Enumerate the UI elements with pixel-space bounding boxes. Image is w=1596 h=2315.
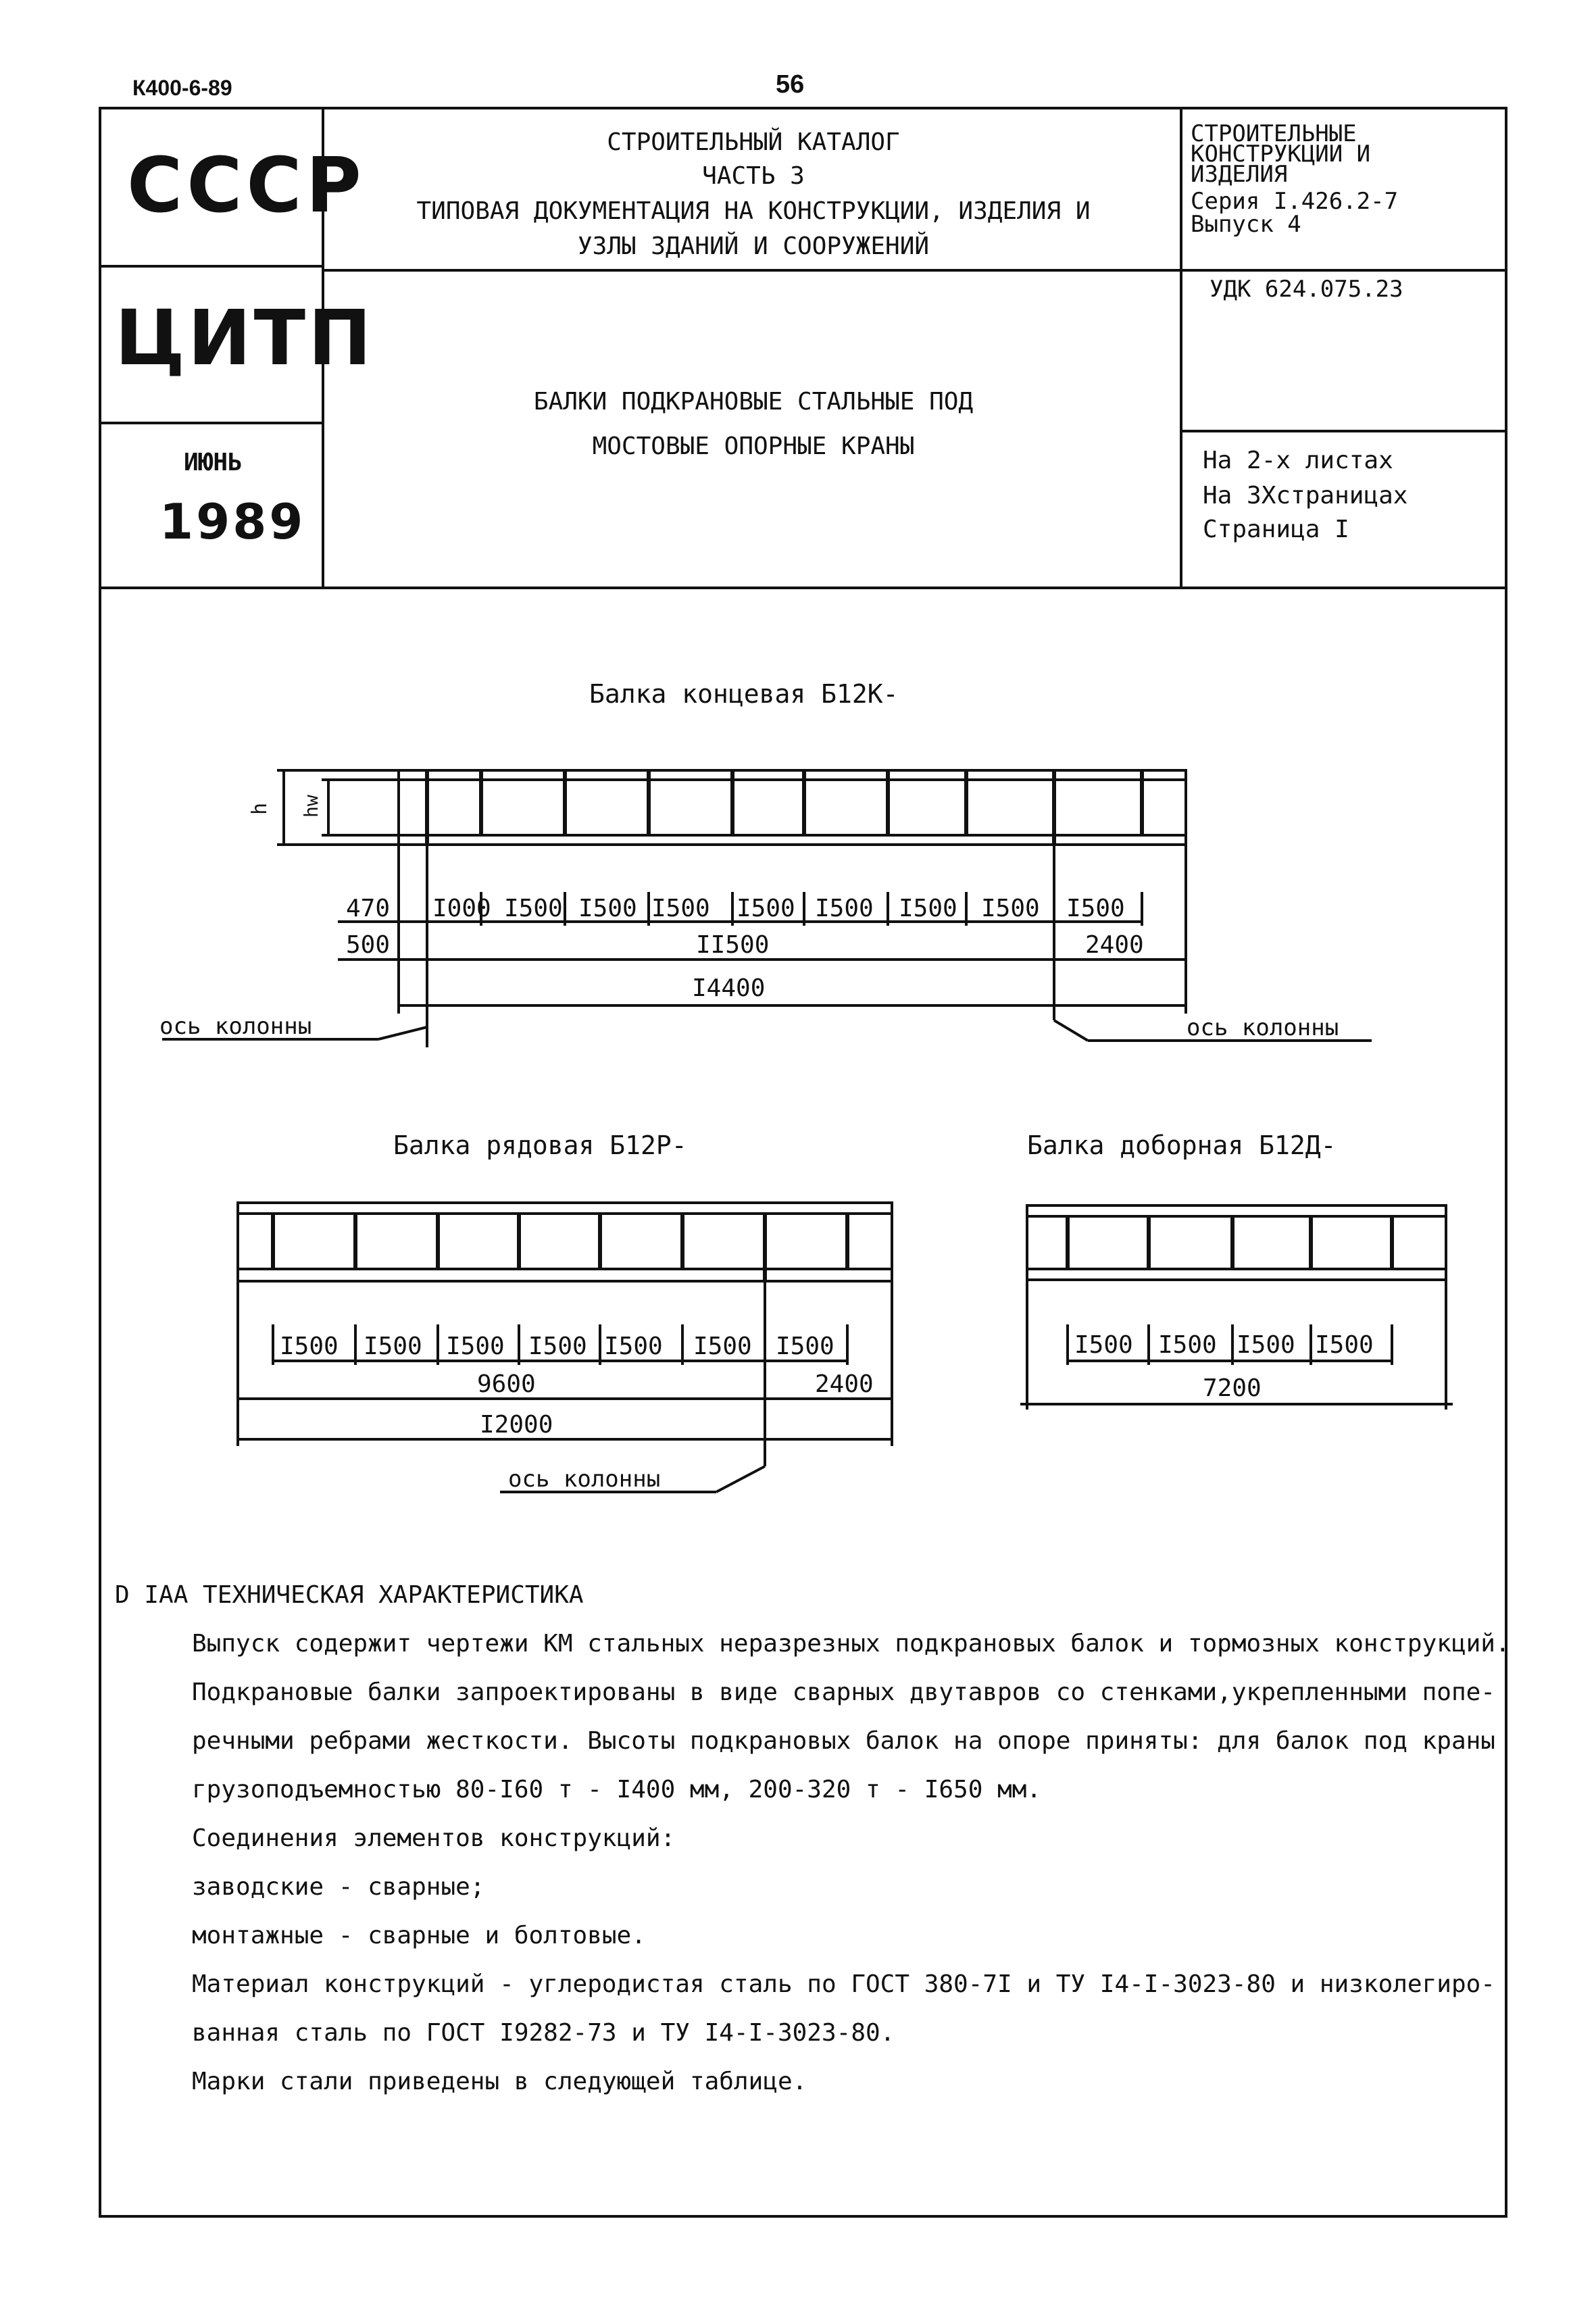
tech-paragraph-4: заводские - сварные; [192, 1873, 485, 1901]
dim-11500: II500 [696, 931, 770, 959]
document-title-line-2: МОСТОВЫЕ ОПОРНЫЕ КРАНЫ [592, 432, 915, 460]
filler-beam-drawing [1000, 1122, 1460, 1419]
dim-1500: I500 [815, 895, 874, 922]
dim-1500: I500 [776, 1333, 834, 1360]
country-label: СССР [127, 142, 366, 230]
tech-paragraph-2a: Подкрановые балки запроектированы в виде сварных двутавров со стенками,укрепленными попе- [192, 1678, 1495, 1706]
dim-2400: 2400 [1085, 931, 1144, 959]
tech-paragraph-7: Марки стали приведены в следующей таблице. [192, 2068, 807, 2095]
tech-paragraph-5: монтажные - сварные и болтовые. [192, 1922, 646, 1949]
udk-label: УДК 624.075.23 [1210, 276, 1403, 303]
end-beam-body [399, 770, 1186, 845]
dim-1500: I500 [504, 895, 563, 922]
axis-label: ось колонны [508, 1466, 661, 1493]
intermediate-beam-drawing [0, 1122, 946, 1500]
catalog-line-3: ТИПОВАЯ ДОКУМЕНТАЦИЯ НА КОНСТРУКЦИИ, ИЗДЕЛИЯ И [416, 197, 1091, 225]
end-beam-title: Балка концевая Б12К- [589, 679, 899, 709]
doc-code: К400-6-89 [132, 76, 232, 100]
dim-1500: I500 [899, 895, 957, 922]
tech-paragraph-1: Выпуск содержит чертежи КМ стальных неразрезных подкрановых балок и тормозных конструкций. [192, 1630, 1510, 1658]
dim-1500: I500 [737, 895, 795, 922]
dim-9600: 9600 [477, 1370, 536, 1398]
dim-470: 470 [346, 895, 391, 922]
dim-1500: I500 [528, 1333, 587, 1360]
dim-1500: I500 [693, 1333, 752, 1360]
tech-paragraph-2b: речными ребрами жесткости. Высоты подкрановых балок на опоре приняты: для балок под краны [192, 1727, 1495, 1755]
right-line-2: КОНСТРУКЦИИ И [1191, 141, 1371, 168]
catalog-line-2: ЧАСТЬ 3 [702, 162, 805, 190]
page-number: 56 [776, 70, 805, 99]
tech-paragraph-6a: Материал конструкций - углеродистая сталь по ГОСТ 380-7I и ТУ I4-I-3023-80 и низколегиро- [192, 1970, 1495, 1998]
tech-paragraph-3: Соединения элементов конструкций: [192, 1824, 676, 1852]
catalog-line-4: УЗЛЫ ЗДАНИЙ И СООРУЖЕНИЙ [577, 232, 930, 260]
dim-1500: I500 [1158, 1331, 1217, 1359]
hw-label: hw [300, 795, 322, 818]
dim-2400: 2400 [815, 1370, 874, 1398]
right-line-3: ИЗДЕЛИЯ [1191, 161, 1288, 188]
dim-1500: I500 [1066, 895, 1125, 922]
tech-heading: D IAA ТЕХНИЧЕСКАЯ ХАРАКТЕРИСТИКА [115, 1581, 584, 1609]
dim-1500: I500 [1315, 1331, 1374, 1359]
dim-500: 500 [346, 931, 391, 959]
dim-1500: I500 [446, 1333, 505, 1360]
dim-1500: I500 [578, 895, 637, 922]
dim-14400: I4400 [692, 974, 766, 1002]
dim-1500: I500 [604, 1333, 663, 1360]
series-label: Серия I.426.2-7 [1191, 188, 1399, 215]
end-beam-drawing [0, 0, 1596, 1149]
dim-1500: I500 [981, 895, 1040, 922]
axis-leader-left-slope [378, 1027, 427, 1039]
intermediate-beam-title: Балка рядовая Б12Р- [393, 1130, 687, 1160]
dim-7200: 7200 [1203, 1374, 1262, 1402]
dim-1500: I500 [1237, 1331, 1295, 1359]
axis-label-left: ось колонны [159, 1013, 312, 1040]
document-title-line-1: БАЛКИ ПОДКРАНОВЫЕ СТАЛЬНЫЕ ПОД [533, 388, 974, 416]
pages-label: На 3Хстраницах [1203, 482, 1408, 509]
month-label: ИЮНЬ [184, 449, 243, 476]
dim-1500: I500 [364, 1333, 422, 1360]
dim-1500: I500 [280, 1333, 339, 1360]
year-label: 1989 [159, 493, 306, 550]
dim-1500: I500 [651, 895, 710, 922]
page-label: Страница I [1203, 516, 1349, 543]
axis-label-right: ось колонны [1187, 1014, 1339, 1041]
dim-1500: I500 [1074, 1331, 1133, 1359]
org-label: ЦИТП [115, 295, 374, 382]
filler-beam-title: Балка доборная Б12Д- [1027, 1130, 1337, 1160]
right-line-1: СТРОИТЕЛЬНЫЕ [1191, 120, 1357, 147]
h-label: h [248, 802, 272, 815]
issue-label: Выпуск 4 [1191, 211, 1301, 238]
catalog-line-1: СТРОИТЕЛЬНЫЙ КАТАЛОГ [607, 128, 900, 156]
dim-12000: I2000 [480, 1411, 553, 1439]
dim-1000: I000 [432, 895, 491, 922]
axis-leader-slope [716, 1466, 765, 1492]
tech-paragraph-6b: ванная сталь по ГОСТ I9282-73 и ТУ I4-I-3023-80. [192, 2019, 895, 2047]
tech-paragraph-2c: грузоподъемностью 80-I60 т - I400 мм, 200-320 т - I650 мм. [192, 1776, 1042, 1803]
sheets-label: На 2-х листах [1203, 447, 1393, 474]
axis-leader-right-slope [1054, 1020, 1088, 1041]
